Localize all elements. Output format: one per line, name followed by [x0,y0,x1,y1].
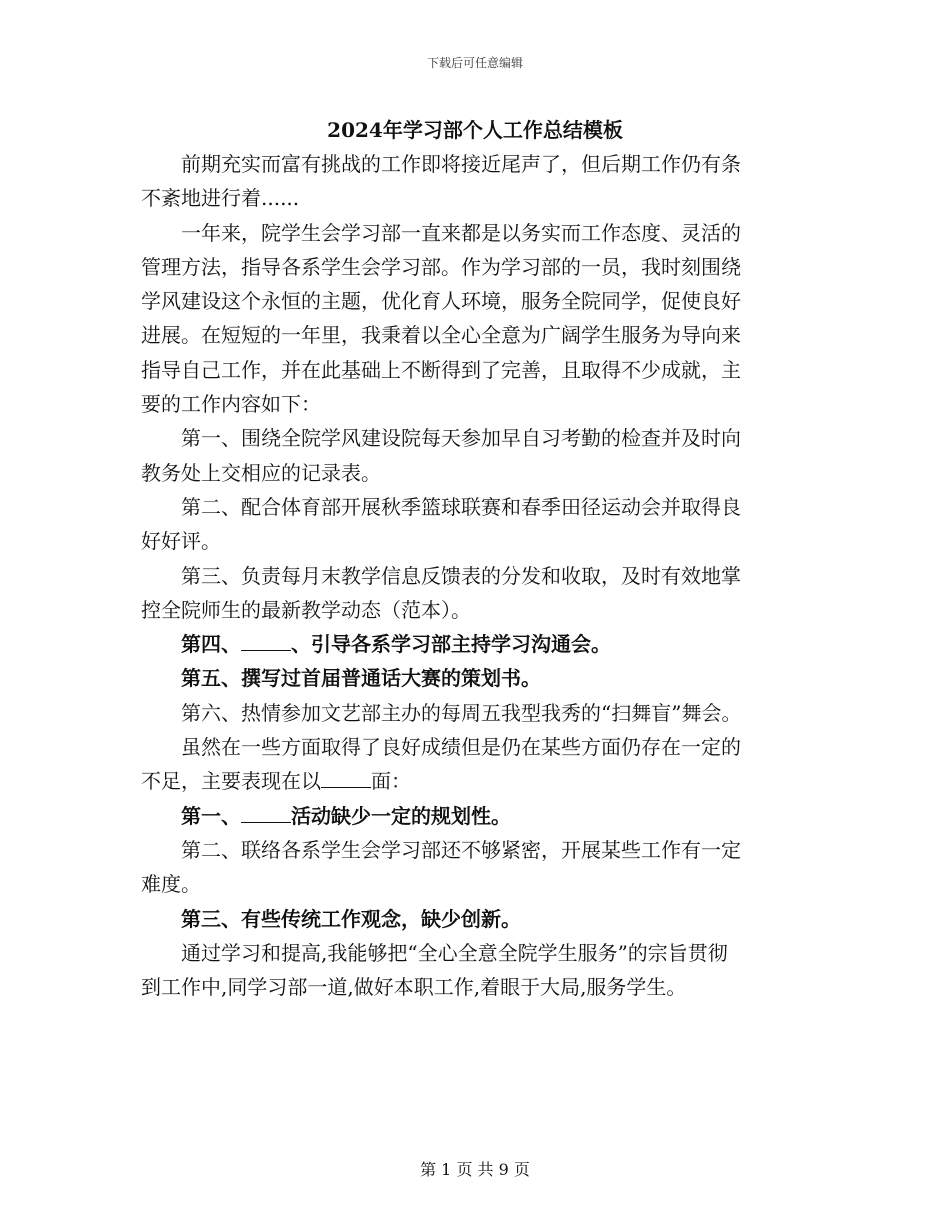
paragraph-line: 要的工作内容如下： [141,392,321,417]
shortfall-intro-line: 不足，主要表现在以 面： [141,769,411,794]
fill-blank [241,632,291,651]
weakness-item-1: 第一、 活动缺少一定的规划性。 [181,803,511,828]
paragraph-line: 教务处上交相应的记录表。 [141,460,381,485]
paragraph-line: 第二、配合体育部开展秋季篮球联赛和春季田径运动会并取得良 [181,494,741,519]
fill-blank [321,769,371,788]
weakness-item-3: 第三、有些传统工作观念，缺少创新。 [181,906,521,931]
paragraph-line: 进展。在短短的一年里，我秉着以全心全意为广阔学生服务为导向来 [141,323,741,348]
page-number: 第 1 页 共 9 页 [420,1160,530,1179]
paragraph-line: 控全院师生的最新教学动态（范本）。 [141,597,471,622]
paragraph-line: 前期充实而富有挑战的工作即将接近尾声了，但后期工作仍有条 [181,152,741,176]
paragraph-line: 第一、围绕全院学风建设院每天参加早自习考勤的检查并及时向 [181,426,741,451]
closing-line: 到工作中,同学习部一道,做好本职工作,着眼于大局,服务学生。 [141,975,687,1000]
work-item-4: 第四、 、引导各系学习部主持学习沟通会。 [181,632,611,657]
fill-blank [241,804,291,823]
weakness-item-2-cont: 难度。 [141,872,201,897]
paragraph-line: 管理方法，指导各系学生会学习部。作为学习部的一员，我时刻围绕 [141,254,741,279]
paragraph-line: 一年来，院学生会学习部一直来都是以务实而工作态度、灵活的 [181,220,741,245]
shortfall-intro-line: 虽然在一些方面取得了良好成绩但是仍在某些方面仍存在一定的 [181,735,741,760]
paragraph-line: 学风建设这个永恒的主题，优化育人环境，服务全院同学，促使良好 [141,289,741,314]
work-item-5: 第五、撰写过首届普通话大赛的策划书。 [181,666,541,691]
paragraph-line: 指导自己工作，并在此基础上不断得到了完善，且取得不少成就，主 [141,357,741,382]
header-note: 下载后可任意编辑 [426,56,523,70]
paragraph-line: 第三、负责每月末教学信息反馈表的分发和收取，及时有效地掌 [181,563,741,588]
paragraph-line: 不紊地进行着...... [141,186,300,211]
paragraph-line: 好好评。 [141,529,221,554]
document-body [141,147,811,1004]
closing-line: 通过学习和提高,我能够把“全心全意全院学生服务”的宗旨贯彻 [181,940,728,965]
weakness-item-2: 第二、联络各系学生会学习部还不够紧密，开展某些工作有一定 [181,837,741,862]
work-item-6: 第六、热情参加文艺部主办的每周五我型我秀的“扫舞盲”舞会。 [181,700,742,725]
document-title: 2024年学习部个人工作总结模板 [327,118,623,142]
